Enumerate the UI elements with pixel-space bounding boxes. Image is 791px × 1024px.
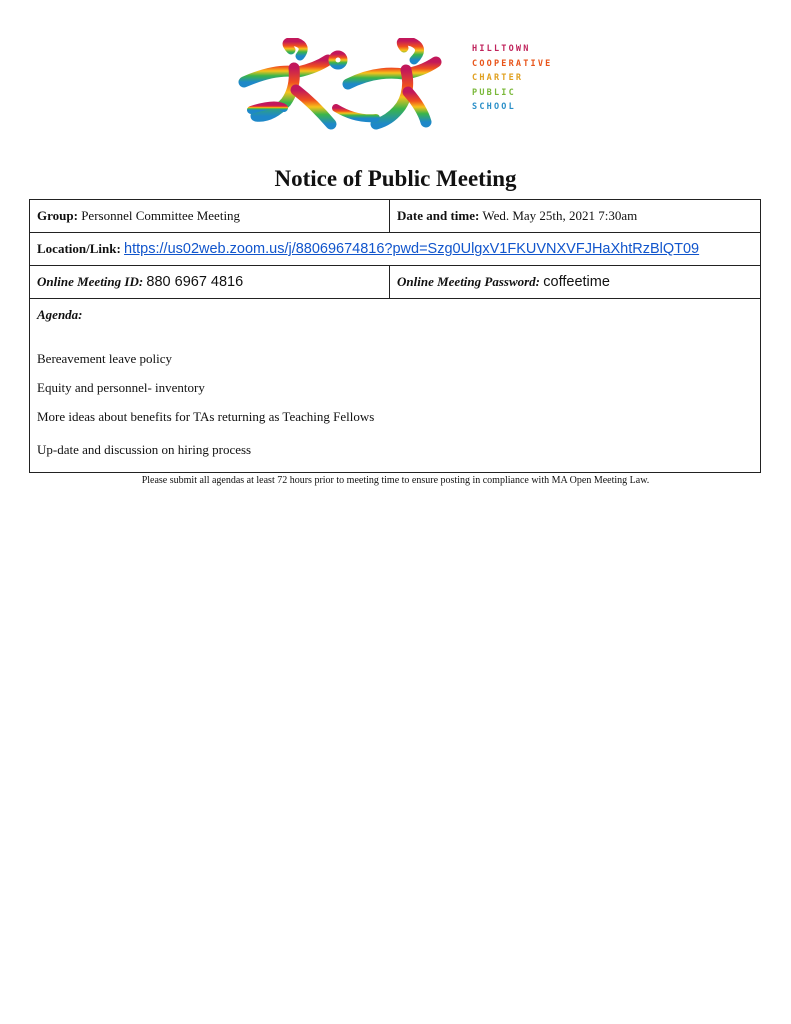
password-cell — [390, 266, 761, 299]
table-row — [30, 299, 761, 473]
password-label: Online Meeting Password: — [397, 274, 541, 289]
logo-line: HILLTOWN — [472, 44, 531, 54]
group-label: Group: — [37, 208, 78, 223]
datetime-value: Wed. May 25th, 2021 7:30am — [482, 208, 638, 223]
location-label: Location/Link: — [37, 241, 121, 256]
agenda-item: Bereavement leave policy — [37, 351, 172, 366]
datetime-label: Date and time: — [397, 208, 480, 223]
agenda-item: Up-date and discussion on hiring process — [37, 442, 252, 457]
table-row — [30, 266, 761, 299]
location-cell — [30, 233, 761, 266]
meeting-id-label: Online Meeting ID: — [37, 274, 144, 289]
zoom-link[interactable]: https://us02web.zoom.us/j/88069674816?pwd=Szg0UlgxV1FKUVNXVFJHaXhtRzBlQT09 — [124, 241, 700, 257]
agenda-item: Equity and personnel- inventory — [37, 380, 205, 395]
agenda-item: More ideas about benefits for TAs returning as Teaching Fellows — [37, 409, 375, 424]
logo-line: CHARTER — [472, 73, 524, 83]
table-row — [30, 200, 761, 233]
datetime-cell — [390, 200, 761, 233]
agenda-label: Agenda: — [37, 307, 83, 322]
footnote: Please submit all agendas at least 72 hours prior to meeting time to ensure posting in compliance with MA Open Meeting Law. — [141, 475, 650, 486]
group-cell — [30, 200, 390, 233]
school-name-logotype — [472, 42, 582, 115]
meeting-id-value: 880 6967 4816 — [146, 274, 244, 290]
page-title: Notice of Public Meeting — [274, 166, 517, 191]
logo-line: PUBLIC — [472, 87, 516, 98]
table-row — [30, 233, 761, 266]
meeting-id-cell — [30, 266, 390, 299]
group-value: Personnel Committee Meeting — [81, 208, 241, 223]
agenda-cell — [30, 299, 761, 473]
meeting-info-table — [29, 199, 761, 473]
logo-line: COOPERATIVE — [472, 58, 553, 69]
password-value: coffeetime — [543, 274, 610, 290]
logo-line: SCHOOL — [472, 102, 516, 112]
